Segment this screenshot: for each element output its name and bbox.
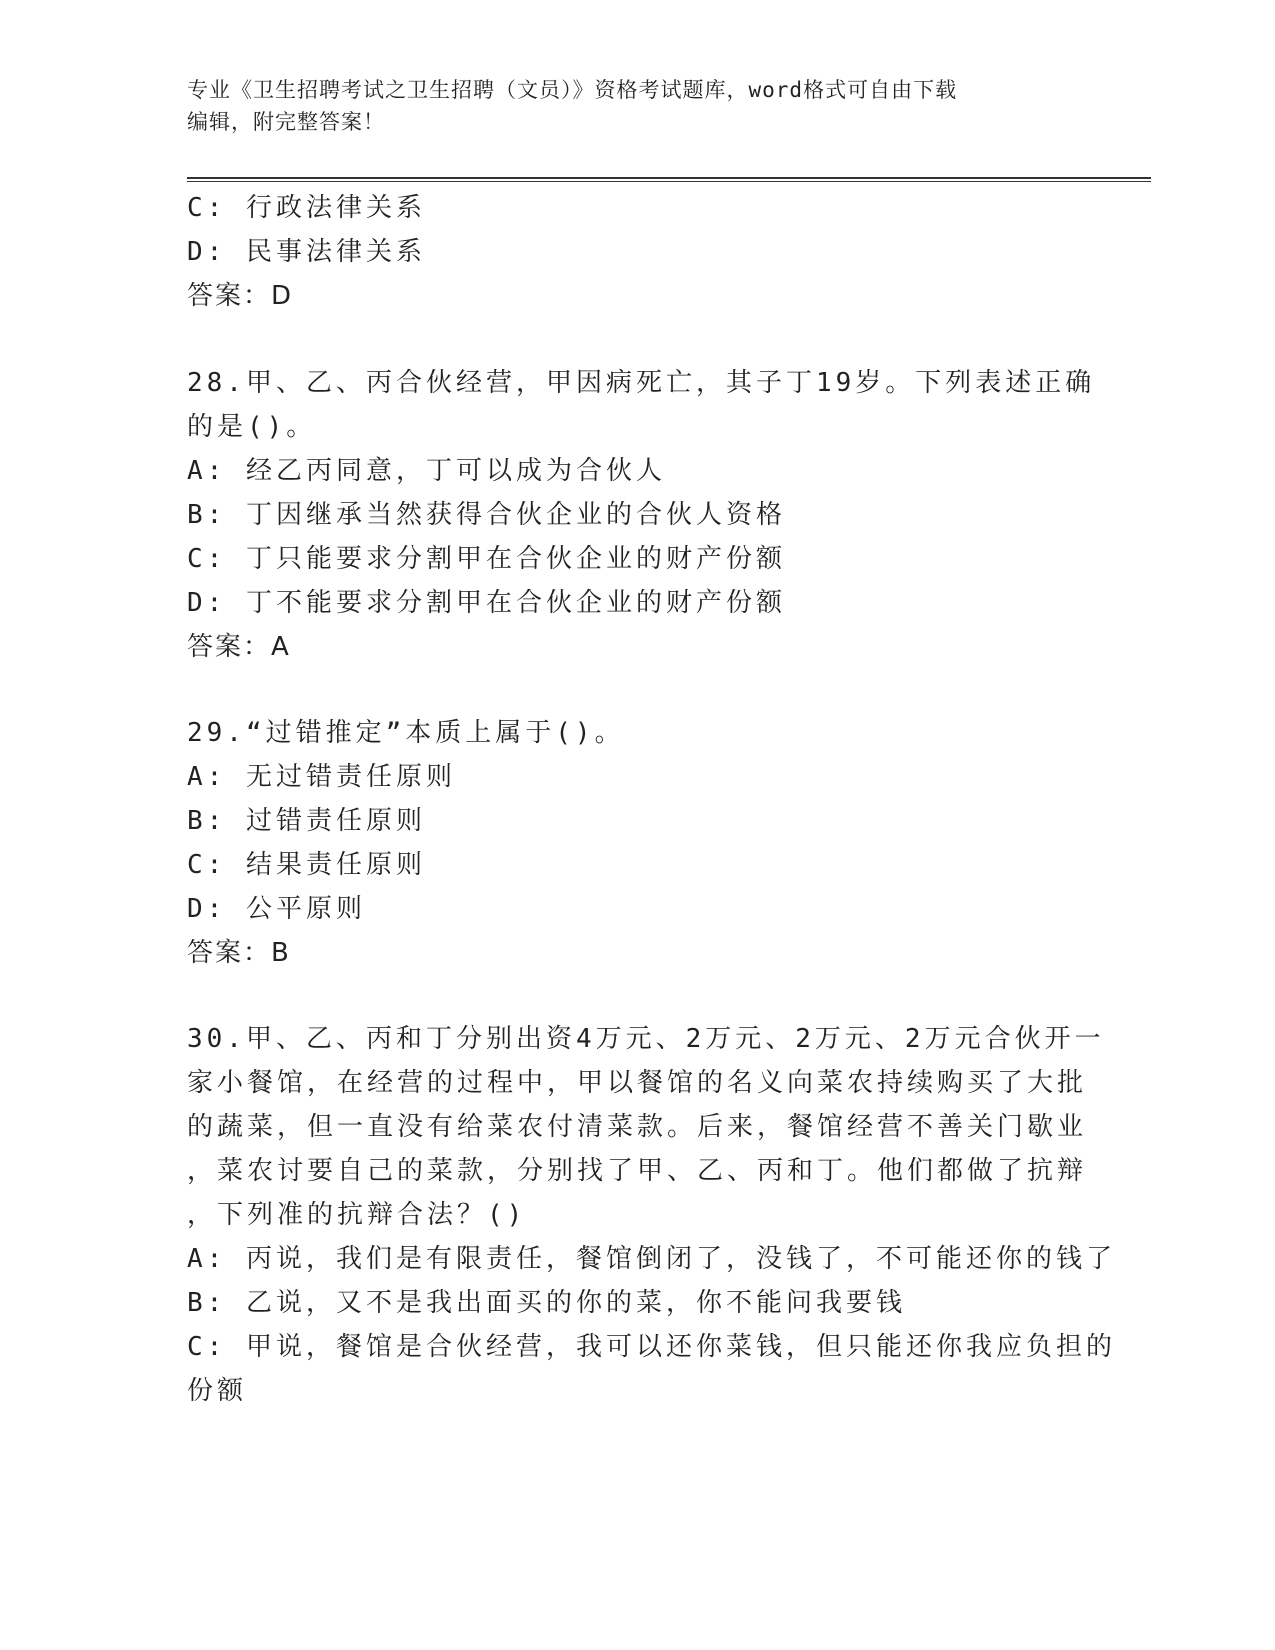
q30-stem-line-4: ，菜农讨要自己的菜款，分别找了甲、乙、丙和丁。他们都做了抗辩 — [187, 1156, 1088, 1186]
q30-stem-line-2: 家小餐馆，在经营的过程中，甲以餐馆的名义向菜农持续购买了大批 — [187, 1068, 1088, 1098]
header-title-line-1: 专业《卫生招聘考试之卫生招聘（文员）》资格考试题库，word格式可自由下载 — [187, 78, 958, 102]
q29-option-d: D: 公平原则 — [187, 894, 366, 924]
q28-stem-line-1: 28.甲、乙、丙合伙经营，甲因病死亡，其子丁19岁。下列表述正确 — [187, 368, 1096, 398]
header-divider-thick — [187, 177, 1151, 179]
q30-stem-line-3: 的蔬菜，但一直没有给菜农付清菜款。后来，餐馆经营不善关门歇业 — [187, 1112, 1088, 1142]
q29-option-b: B: 过错责任原则 — [187, 806, 426, 836]
q29-answer: 答案：B — [187, 938, 291, 968]
q28-option-b: B: 丁因继承当然获得合伙企业的合伙人资格 — [187, 500, 786, 530]
q27-answer: 答案：D — [187, 281, 294, 311]
q30-option-c-line-2: 份额 — [187, 1376, 248, 1406]
header-title-line-2: 编辑，附完整答案！ — [187, 110, 385, 134]
q30-option-b: B: 乙说，又不是我出面买的你的菜，你不能问我要钱 — [187, 1288, 906, 1318]
q28-answer: 答案：A — [187, 632, 291, 662]
q27-option-d: D: 民事法律关系 — [187, 237, 426, 267]
q29-stem: 29.“过错推定”本质上属于()。 — [187, 718, 625, 748]
q28-option-d: D: 丁不能要求分割甲在合伙企业的财产份额 — [187, 588, 786, 618]
q30-stem-line-1: 30.甲、乙、丙和丁分别出资4万元、2万元、2万元、2万元合伙开一 — [187, 1024, 1105, 1054]
q28-stem-line-2: 的是()。 — [187, 412, 317, 442]
q30-option-a: A: 丙说，我们是有限责任，餐馆倒闭了，没钱了，不可能还你的钱了 — [187, 1244, 1116, 1274]
q27-option-c: C: 行政法律关系 — [187, 193, 426, 223]
header-divider-thin — [187, 181, 1151, 182]
q29-option-a: A: 无过错责任原则 — [187, 762, 456, 792]
q30-option-c-line-1: C: 甲说，餐馆是合伙经营，我可以还你菜钱，但只能还你我应负担的 — [187, 1332, 1116, 1362]
q28-option-c: C: 丁只能要求分割甲在合伙企业的财产份额 — [187, 544, 786, 574]
document-header — [187, 74, 1087, 138]
q30-stem-line-5: ，下列准的抗辩合法？() — [187, 1200, 527, 1230]
q28-option-a: A: 经乙丙同意，丁可以成为合伙人 — [187, 456, 666, 486]
q29-option-c: C: 结果责任原则 — [187, 850, 426, 880]
